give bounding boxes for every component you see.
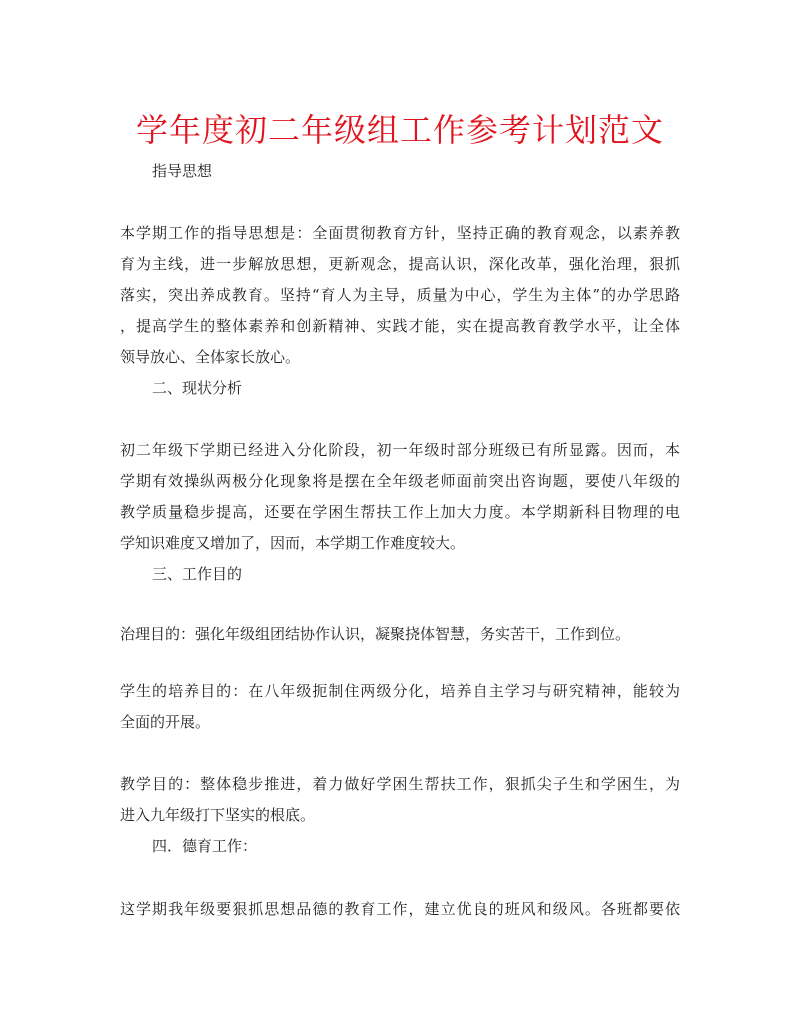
paragraph-line: 这学期我年级要狠抓思想品德的教育工作，建立优良的班风和级风。各班都要依 [120,900,680,918]
paragraph-line: 进入九年级打下坚实的根底。 [120,806,316,824]
paragraph-line: 初二年级下学期已经进入分化阶段，初一年级时部分班级已有所显露。因而，本 [120,441,680,459]
paragraph-line: 本学期工作的指导思想是：全面贯彻教育方针，坚持正确的教育观念，以素养教 [120,224,680,242]
paragraph-line: ，提高学生的整体素养和创新精神、实践才能，实在提高教育教学水平，让全体 [120,317,680,335]
paragraph-line: 学知识难度又增加了，因而，本学期工作难度较大。 [120,534,466,552]
paragraph-line: 学生的培养目的：在八年级扼制住两级分化，培养自主学习与研究精神，能较为 [120,682,680,700]
heading-guiding-thought: 指导思想 [152,162,213,180]
document-title: 学年度初二年级组工作参考计划范文 [135,111,664,149]
heading-status-analysis: 二、现状分析 [152,379,243,397]
paragraph-line: 育为主线，进一步解放思想，更新观念，提高认识，深化改革，强化治理，狠抓 [120,255,680,273]
paragraph-line: 落实，突出养成教育。坚持“育人为主导，质量为中心，学生为主体”的办学思路 [120,286,680,304]
paragraph-line: 全面的开展。 [120,713,211,731]
heading-work-goals: 三、工作目的 [152,565,243,583]
paragraph-line: 领导放心、全体家长放心。 [120,348,301,366]
heading-moral-education: 四．德育工作： [152,837,258,855]
paragraph-line: 学期有效操纵两极分化现象将是摆在全年级老师面前突出咨询题，要使八年级的 [120,472,680,490]
paragraph-line: 治理目的：强化年级组团结协作认识，凝聚挠体智慧，务实苦干，工作到位。 [120,625,631,643]
paragraph-line: 教学目的：整体稳步推进，着力做好学困生帮扶工作，狠抓尖子生和学困生，为 [120,775,680,793]
paragraph-line: 教学质量稳步提高，还要在学困生帮扶工作上加大力度。本学期新科目物理的电 [120,503,680,521]
